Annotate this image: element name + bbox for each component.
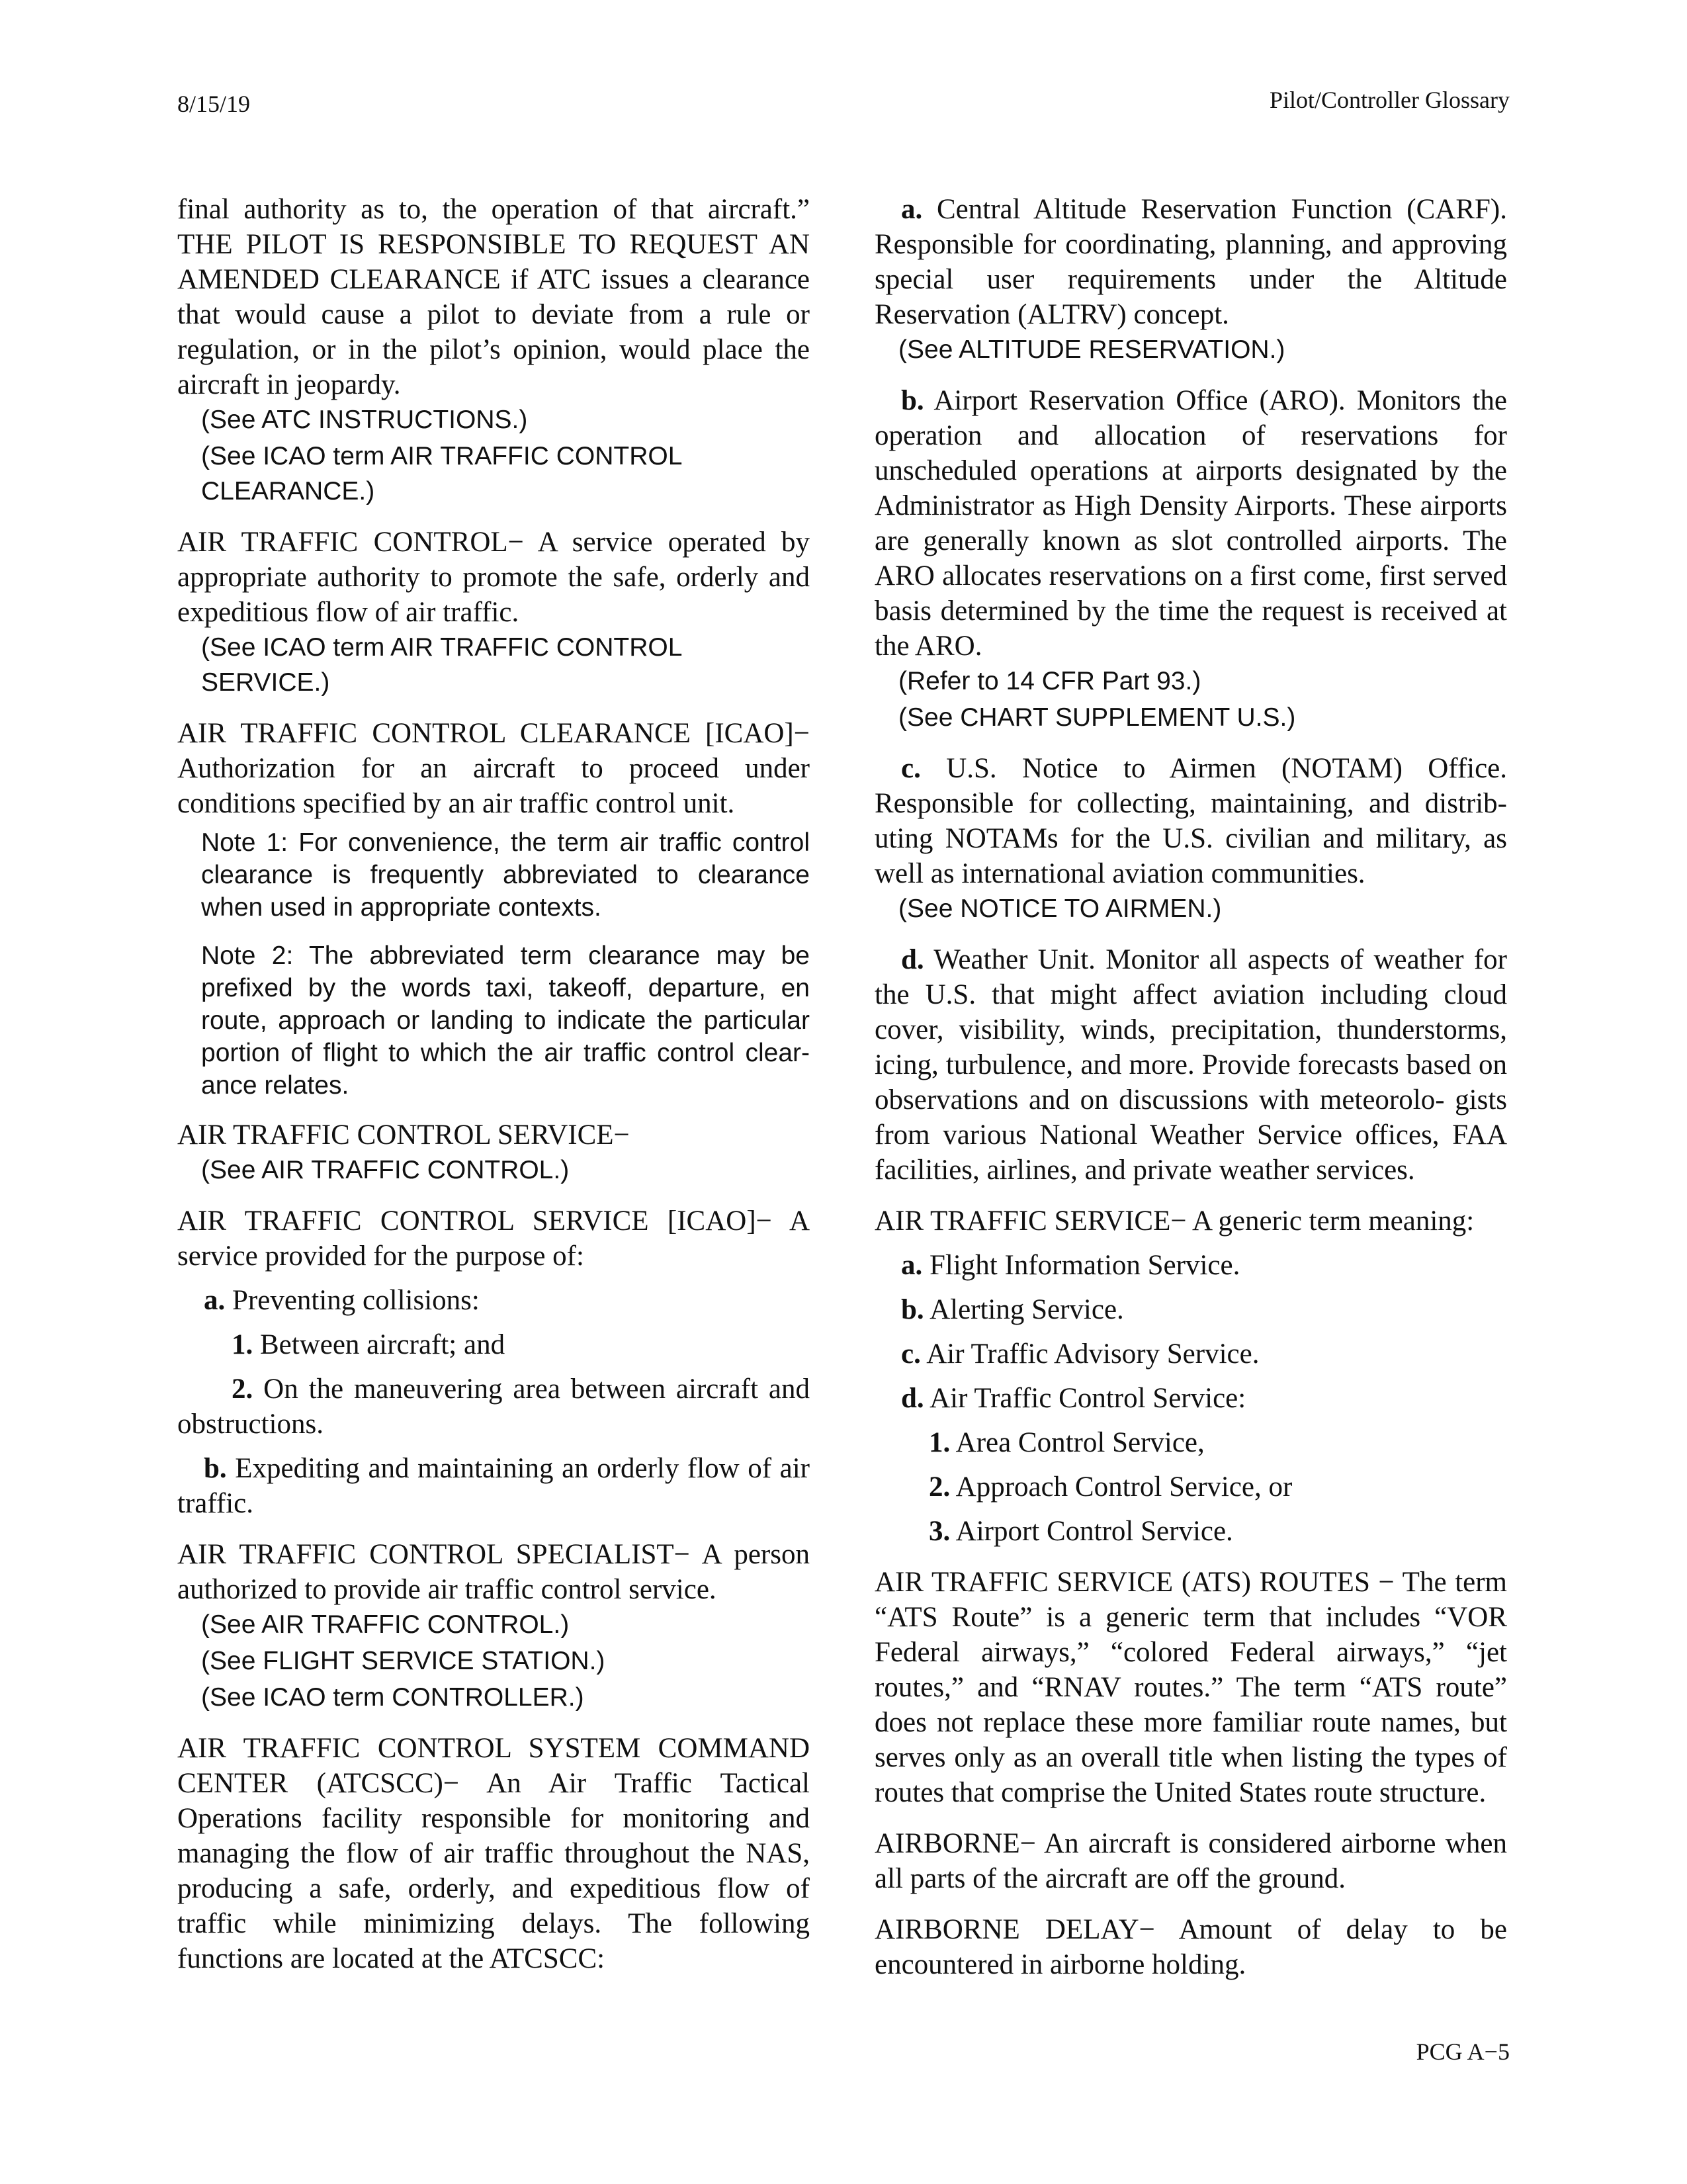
- atcscc-function-b: [875, 383, 1507, 735]
- entry-air-traffic-service: [875, 1203, 1507, 1549]
- list-item: [875, 1425, 1507, 1460]
- list-item: [875, 192, 1507, 332]
- cross-reference: (See FLIGHT SERVICE STATION.): [201, 1647, 605, 1675]
- atcscc-function-d: [875, 942, 1507, 1188]
- entry-text: AIR TRAFFIC CONTROL− A service operated by appropriate authority to promote the safe, orderly and expeditious flow of air traffic.: [177, 527, 810, 628]
- item-label: 1.: [232, 1329, 253, 1360]
- item-text: Preventing collisions:: [232, 1285, 480, 1316]
- atcscc-function-a: [875, 192, 1507, 367]
- entry-airborne-delay: [875, 1912, 1507, 1982]
- atcscc-function-c: [875, 751, 1507, 926]
- entry-text: AIR TRAFFIC SERVICE (ATS) ROUTES − The term “ATS Route” is a generic term that includes “VOR Federal airways,” “colored Federal airways,” “jet routes,” and “RNAV routes.” The term “ATS route” does not replace these more familiar route names, but serves only as an overall title when listing the types of routes that comprise the United States route structure.: [875, 1567, 1507, 1808]
- item-label: 3.: [929, 1516, 951, 1547]
- list-item: [875, 1248, 1507, 1283]
- item-label: c.: [901, 1338, 921, 1370]
- cross-reference: (See ALTITUDE RESERVATION.): [898, 335, 1285, 364]
- list-item: [875, 1514, 1507, 1549]
- item-text: Area Control Service,: [955, 1427, 1205, 1458]
- item-label: d.: [901, 1383, 924, 1414]
- entry-atc-service: [177, 1117, 810, 1188]
- cross-reference: (See ICAO term CONTROLLER.): [201, 1683, 584, 1712]
- list-item: [177, 1327, 810, 1362]
- list-item: [177, 1372, 810, 1442]
- cross-reference: (See ICAO term AIR TRAFFIC CONTROL CLEARANCE.): [201, 442, 681, 505]
- item-label: d.: [901, 944, 924, 975]
- list-item: [177, 1283, 810, 1318]
- entry-ats-routes: [875, 1565, 1507, 1810]
- note: Note 2: The abbreviated term clearance may be prefixed by the words taxi, takeoff, departure, en route, approach or landing to indicate the particular portion of flight to which the air traffic control clear- ance relates.: [201, 941, 810, 1100]
- page-number: PCG A−5: [1416, 2038, 1510, 2065]
- item-label: 2.: [232, 1374, 253, 1405]
- header-title: Pilot/Controller Glossary: [1270, 87, 1510, 113]
- item-label: a.: [204, 1285, 226, 1316]
- cross-reference: (See CHART SUPPLEMENT U.S.): [898, 703, 1296, 732]
- item-text: Between aircraft; and: [260, 1329, 505, 1360]
- item-label: b.: [901, 1294, 924, 1325]
- entry-text: AIR TRAFFIC CONTROL SERVICE [ICAO]− A service provided for the purpose of:: [177, 1205, 810, 1272]
- item-text: Air Traffic Control Service:: [930, 1383, 1246, 1414]
- item-text: Air Traffic Advisory Service.: [926, 1338, 1260, 1370]
- list-item: [875, 1292, 1507, 1327]
- entry-airborne: [875, 1826, 1507, 1896]
- list-item: [875, 1336, 1507, 1372]
- item-text: Weather Unit. Monitor all aspects of weather for the U.S. that might affect aviation including cloud cover, visibility, winds, precipitation, thunderstorms, icing, turbulence, and more. Provide forecasts based on observations and on discussions with meteorolo- gists from various National Weather Service offices, FAA facilities, airlines, and private weather services.: [875, 944, 1507, 1186]
- item-text: U.S. Notice to Airmen (NOTAM) Office. Responsible for collecting, maintaining, and distrib- uting NOTAMs for the U.S. civilian and military, as well as international aviation communities.: [875, 753, 1508, 889]
- item-label: a.: [901, 1250, 923, 1281]
- entry-text: AIRBORNE− An aircraft is considered airborne when all parts of the aircraft are off the ground.: [875, 1828, 1507, 1894]
- left-column: [177, 192, 810, 1992]
- cross-reference: (See ATC INSTRUCTIONS.): [201, 406, 528, 434]
- list-item: [177, 1451, 810, 1521]
- entry-continued: [177, 192, 810, 509]
- entry-text: AIR TRAFFIC CONTROL CLEARANCE [ICAO]− Authorization for an aircraft to proceed under conditions specified by an air traffic control unit.: [177, 718, 810, 819]
- entry-text: AIR TRAFFIC SERVICE− A generic term meaning:: [875, 1205, 1475, 1237]
- entry-air-traffic-control: [177, 525, 810, 700]
- list-item: [875, 1469, 1507, 1505]
- entry-text: AIRBORNE DELAY− Amount of delay to be encountered in airborne holding.: [875, 1914, 1507, 1980]
- item-label: b.: [204, 1453, 227, 1484]
- right-column: [875, 192, 1507, 1998]
- entry-atcscc: [177, 1731, 810, 1976]
- item-label: c.: [901, 753, 921, 784]
- item-label: 1.: [929, 1427, 951, 1458]
- cross-reference: (See AIR TRAFFIC CONTROL.): [201, 1610, 570, 1639]
- item-text: Airport Control Service.: [955, 1516, 1233, 1547]
- item-text: Central Altitude Reservation Function (CARF). Responsible for coordinating, planning, and approving special user requirements under the Altitude Reservation (ALTRV) concept.: [875, 194, 1507, 330]
- entry-text: AIR TRAFFIC CONTROL SERVICE−: [177, 1119, 630, 1151]
- cross-reference: (Refer to 14 CFR Part 93.): [898, 667, 1201, 695]
- entry-text: AIR TRAFFIC CONTROL SYSTEM COMMAND CENTER (ATCSCC)− An Air Traffic Tactical Operations facility responsible for monitoring and managing the flow of air traffic throughout the NAS, producing a safe, orderly, and expeditious flow of traffic while minimizing delays. The following functions are located at the ATCSCC:: [177, 1733, 810, 1974]
- entry-atc-service-icao: [177, 1203, 810, 1521]
- item-label: b.: [901, 385, 924, 416]
- entry-text: AIR TRAFFIC CONTROL SPECIALIST− A person authorized to provide air traffic control service.: [177, 1539, 810, 1605]
- item-text: Expediting and maintaining an orderly flow of air traffic.: [177, 1453, 810, 1519]
- item-text: On the maneuvering area between aircraft and obstructions.: [177, 1374, 810, 1440]
- item-text: Flight Information Service.: [930, 1250, 1240, 1281]
- list-item: [875, 1381, 1507, 1416]
- item-text: Approach Control Service, or: [955, 1471, 1293, 1503]
- item-label: 2.: [929, 1471, 951, 1503]
- cross-reference: (See NOTICE TO AIRMEN.): [898, 895, 1222, 923]
- item-label: a.: [901, 194, 923, 225]
- cross-reference: (See ICAO term AIR TRAFFIC CONTROL SERVICE.): [201, 633, 681, 697]
- note: Note 1: For convenience, the term air traffic control clearance is frequently abbreviated to clearance when used in appropriate contexts.: [201, 828, 810, 922]
- cross-reference: (See AIR TRAFFIC CONTROL.): [201, 1156, 570, 1184]
- entry-atc-specialist: [177, 1537, 810, 1715]
- list-item: [875, 751, 1507, 891]
- list-item: [875, 942, 1507, 1188]
- item-text: Alerting Service.: [930, 1294, 1124, 1325]
- item-text: Airport Reservation Office (ARO). Monitors the operation and allocation of reservations for unscheduled operations at airports designated by the Administrator as High Density Airports. These airports are generally known as slot controlled airports. The ARO allocates reservations on a first come, first served basis determined by the time the request is received at the ARO.: [875, 385, 1507, 662]
- list-item: [875, 383, 1507, 664]
- entry-atc-clearance-icao: [177, 716, 810, 1102]
- header-date: 8/15/19: [177, 91, 251, 117]
- entry-text: final authority as to, the operation of that aircraft.” THE PILOT IS RESPONSIBLE TO REQUEST AN AMENDED CLEARANCE if ATC issues a clearance that would cause a pilot to deviate from a rule or regulation, or in the pilot’s opinion, would place the aircraft in jeopardy.: [177, 194, 810, 400]
